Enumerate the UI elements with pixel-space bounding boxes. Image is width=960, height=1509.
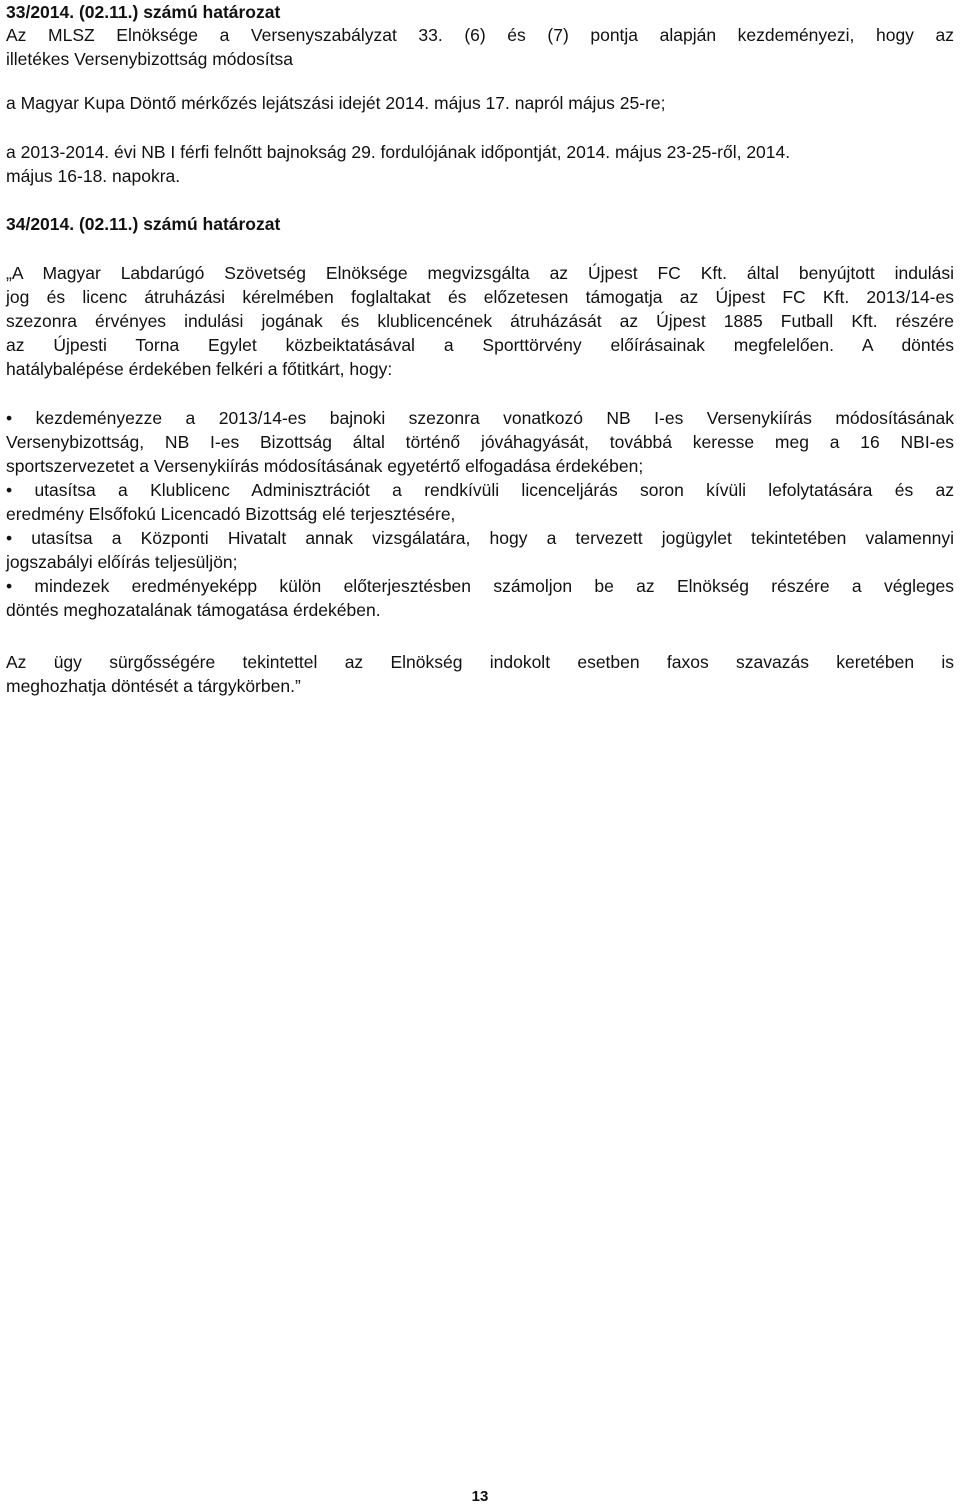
bullet-line: sportszervezetet a Versenykiírás módosításának egyetértő elfogadása érdekében; bbox=[6, 456, 644, 476]
paragraph-line: Az ügy sürgősségére tekintettel az Elnökség indokolt esetben faxos szavazás keretében is bbox=[6, 652, 954, 672]
resolution-33-title: 33/2014. (02.11.) számú határozat bbox=[6, 2, 281, 22]
resolution-34-paragraph-2 bbox=[6, 650, 954, 698]
bullet-line: • kezdeményezze a 2013/14-es bajnoki szezonra vonatkozó NB I-es Versenykiírás módosításának bbox=[6, 408, 954, 428]
paragraph-line: „A Magyar Labdarúgó Szövetség Elnöksége megvizsgálta az Újpest FC Kft. által benyújtott indulási bbox=[6, 263, 954, 283]
bullet-line: • mindezek eredményeképp külön előterjesztésben számoljon be az Elnökség részére a végleges bbox=[6, 576, 954, 596]
paragraph-line: jog és licenc átruházási kérelmében foglaltakat és előzetesen támogatja az Újpest FC Kft. 2013/14-es bbox=[6, 287, 954, 307]
resolution-33-line-1: Az MLSZ Elnöksége a Versenyszabályzat 33. (6) és (7) pontja alapján kezdeményezi, hogy az bbox=[6, 25, 954, 45]
bullet-line: jogszabályi előírás teljesüljön; bbox=[6, 552, 238, 572]
page-number: 13 bbox=[471, 1488, 489, 1505]
resolution-34-paragraph-1 bbox=[6, 261, 954, 381]
resolution-33-item-1: a Magyar Kupa Döntő mérkőzés lejátszási idejét 2014. május 17. napról május 25-re; bbox=[6, 93, 666, 113]
resolution-34-title: 34/2014. (02.11.) számú határozat bbox=[6, 214, 281, 234]
paragraph-line: szezonra érvényes indulási jogának és klublicencének átruházását az Újpest 1885 Futball Kft. részére bbox=[6, 311, 954, 331]
paragraph-line: hatálybalépése érdekében felkéri a főtitkárt, hogy: bbox=[6, 359, 393, 379]
resolution-33-item-2-line-1: a 2013-2014. évi NB I férfi felnőtt bajnokság 29. fordulójának időpontját, 2014. május 23-25-ről, 2014. bbox=[6, 142, 791, 162]
bullet-line: döntés meghozatalának támogatása érdekében. bbox=[6, 600, 381, 620]
resolution-33-line-2: illetékes Versenybizottság módosítsa bbox=[6, 49, 293, 69]
bullet-item bbox=[6, 406, 954, 478]
bullet-item bbox=[6, 478, 954, 526]
resolution-33-item-2-line-2: május 16-18. napokra. bbox=[6, 166, 181, 186]
resolution-34-bullet-list bbox=[6, 406, 954, 622]
bullet-line: • utasítsa a Klublicenc Adminisztrációt a rendkívüli licenceljárás soron kívüli lefolytatására és az bbox=[6, 480, 954, 500]
bullet-item bbox=[6, 574, 954, 622]
bullet-line: • utasítsa a Központi Hivatalt annak vizsgálatára, hogy a tervezett jogügylet tekintetében valamennyi bbox=[6, 528, 954, 548]
bullet-line: eredmény Elsőfokú Licencadó Bizottság elé terjesztésére, bbox=[6, 504, 456, 524]
bullet-line: Versenybizottság, NB I-es Bizottság által történő jóváhagyását, továbbá keresse meg a 16 NBI-es bbox=[6, 432, 954, 452]
bullet-item bbox=[6, 526, 954, 574]
paragraph-line: meghozhatja döntését a tárgykörben.” bbox=[6, 676, 301, 696]
paragraph-line: az Újpesti Torna Egylet közbeiktatásával a Sporttörvény előírásainak megfelelően. A döntés bbox=[6, 335, 954, 355]
